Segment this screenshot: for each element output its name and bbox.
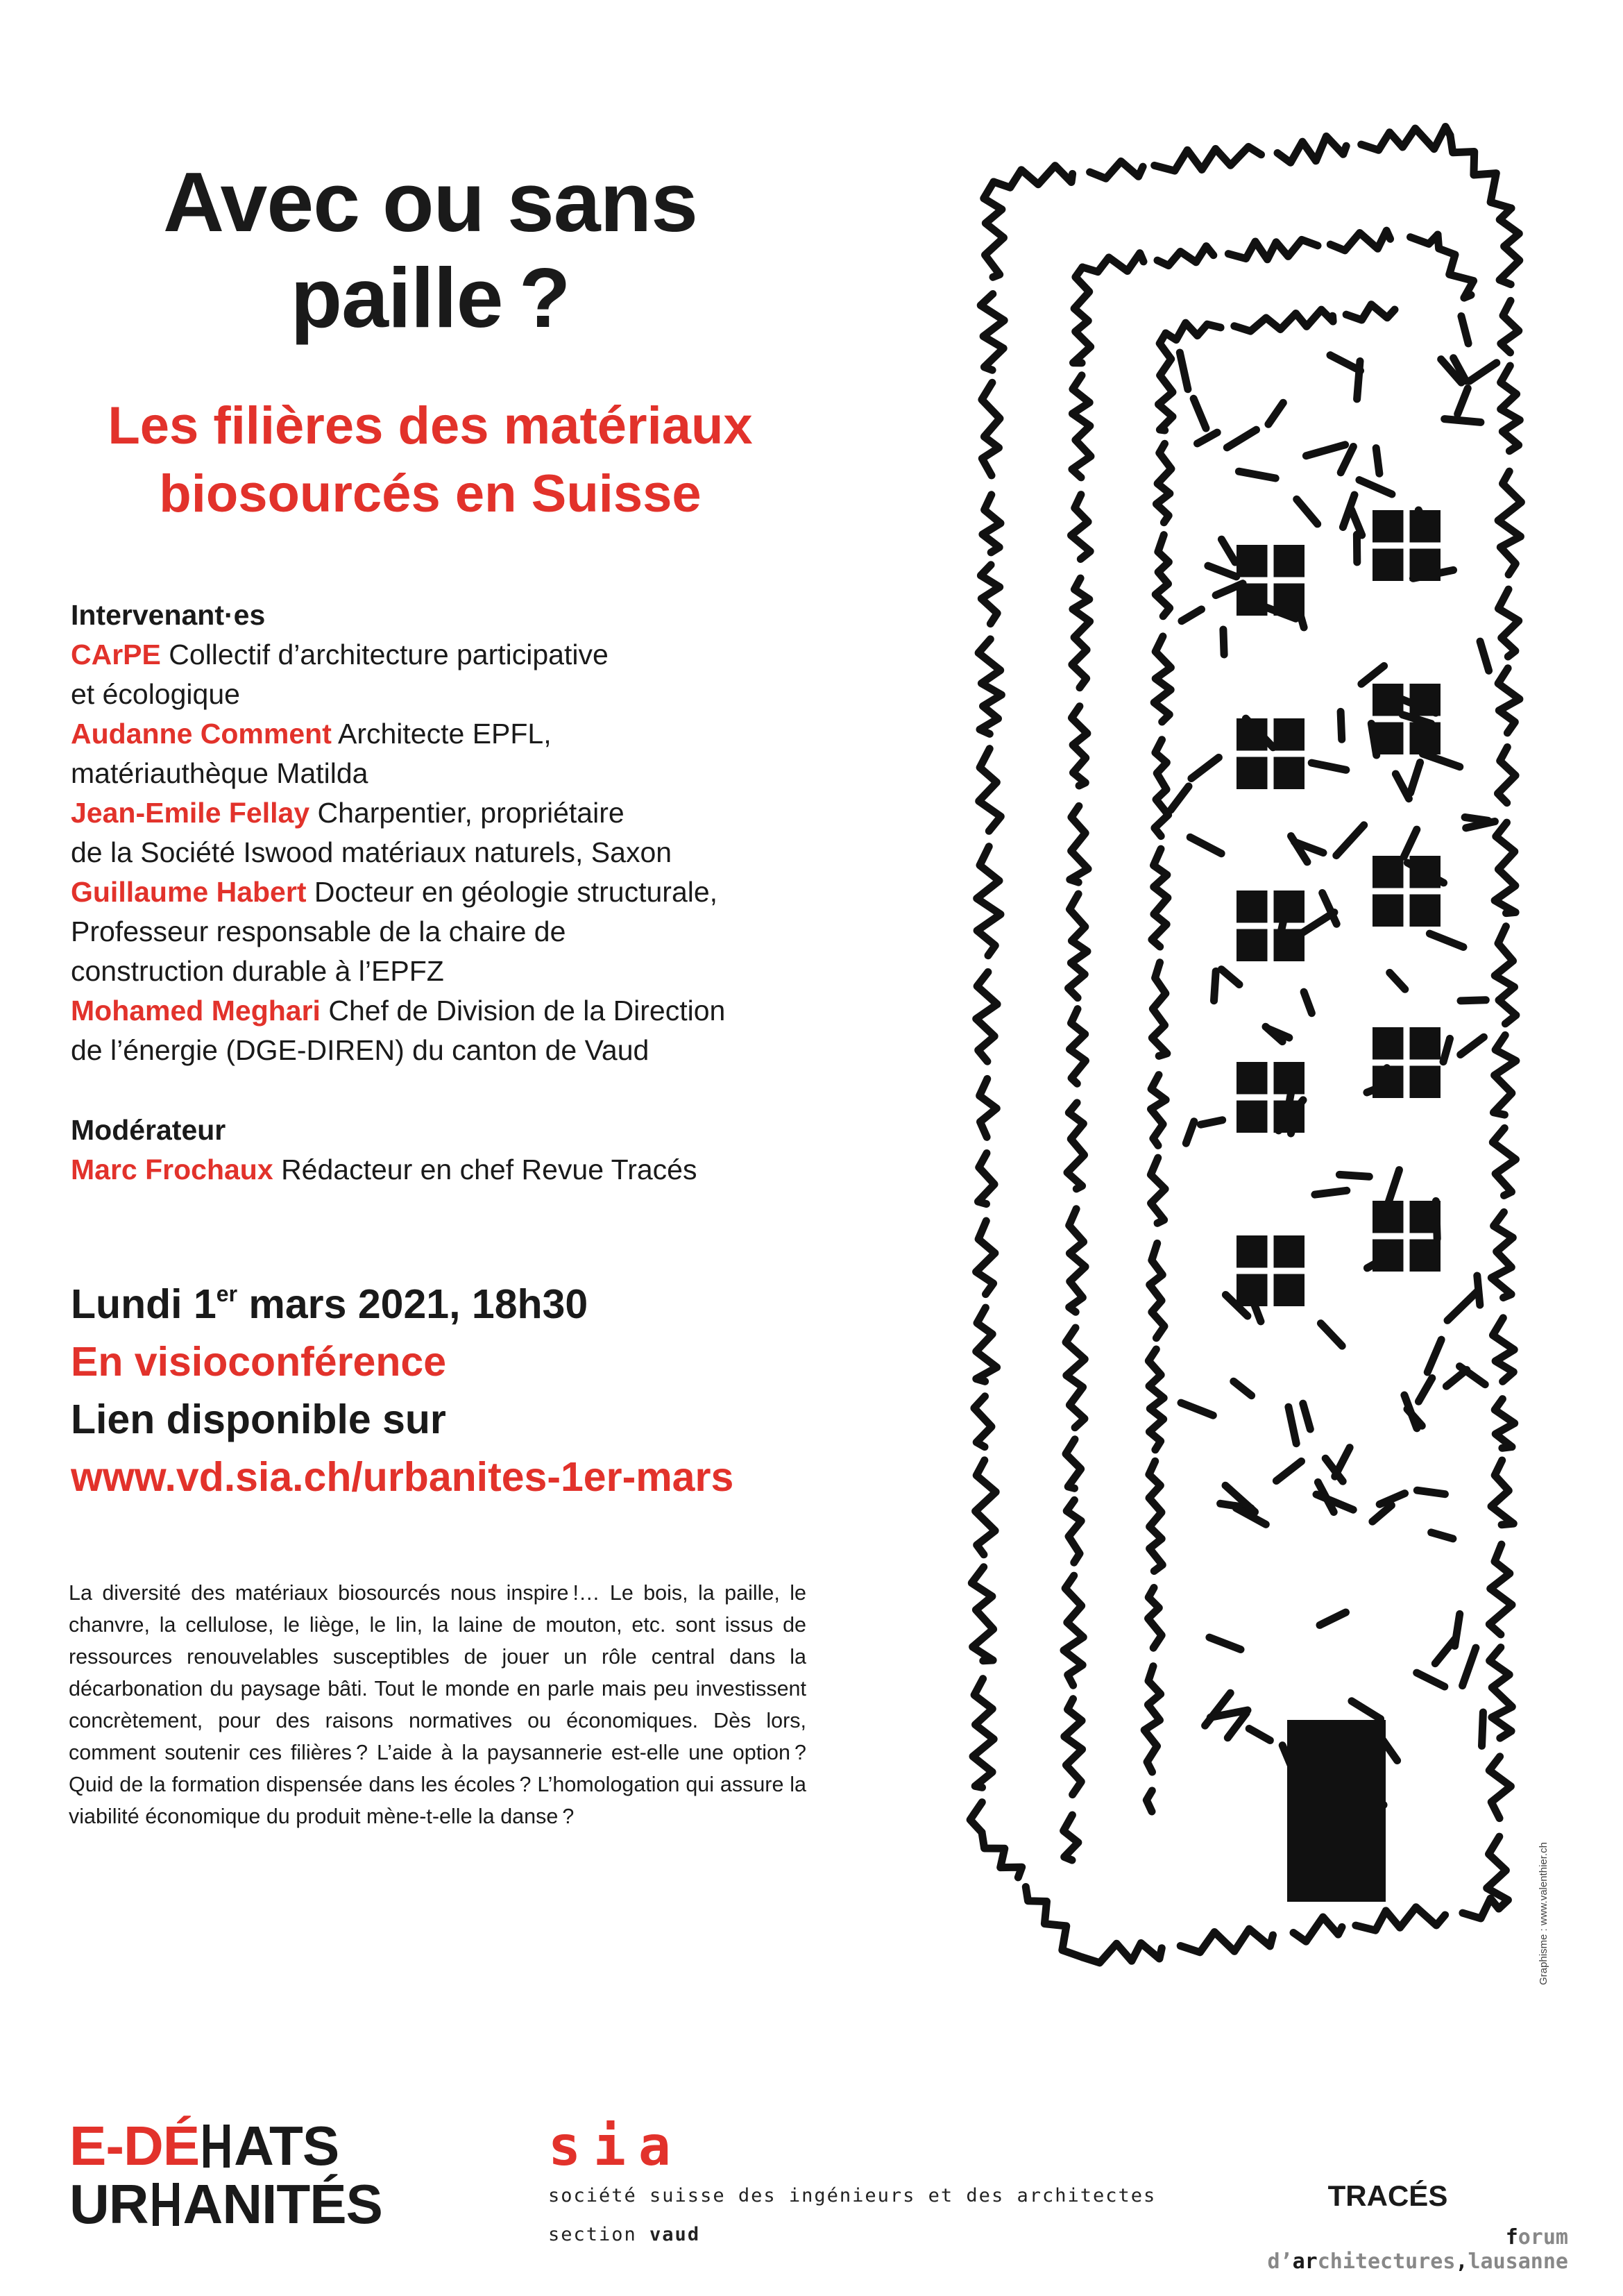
window-icon (1237, 890, 1305, 961)
speaker-item (71, 793, 827, 872)
speaker-name: CArPE (71, 639, 161, 670)
moderator-section (71, 1111, 827, 1190)
window-icon (1373, 510, 1441, 581)
subtitle-line-1: Les filières des matériaux (108, 396, 753, 455)
title-line-2: paille ? (290, 251, 570, 345)
speaker-name: Mohamed Meghari (71, 995, 321, 1027)
speaker-name: Audanne Comment (71, 718, 332, 750)
poster-title (62, 154, 798, 346)
traces-forum-logo (1207, 2179, 1568, 2274)
event-date: Lundi 1er mars 2021, 18h30 (71, 1281, 588, 1327)
description-text: La diversité des matériaux biosourcés nous inspire !… Le bois, la paille, le chanvre, la cellulose, le liège, le lin, la laine de mouton, etc. sont issus de ressources renouvelables susceptibles de jouer un rôle central dans la décarbonation du paysage bâti. Tout le monde en parle mais peu investissent concrètement, pour des raisons normatives ou économiques. Dès lors, comment soutenir ces filières ? L’aide à la paysannerie est-elle une option ? Quid de la formation dispensée dans les écoles ? L’homologation qui assure la viabilité économique du produit mène-t-elle la danse ? (69, 1581, 806, 1828)
event-url-link[interactable]: www.vd.sia.ch/urbanites-1er-mars (71, 1454, 734, 1500)
forum-architectures-wordmark: forum d’architectures,lausanne (1267, 2225, 1568, 2274)
speaker-item (71, 714, 827, 793)
subtitle-line-2: biosourcés en Suisse (159, 464, 702, 523)
speaker-item (71, 991, 827, 1070)
edebats-urbanites-logo: E-DÉ ATS UR ANITÉS (69, 2115, 382, 2235)
event-mode: En visioconférence (71, 1339, 447, 1385)
speaker-role: de la Société Iswood matériaux naturels, Saxon (71, 836, 672, 868)
poster-subtitle (62, 392, 798, 528)
moderator-name: Marc Frochaux (71, 1154, 273, 1185)
speaker-name: Guillaume Habert (71, 876, 307, 908)
speaker-role: Chef de Division de la Direction (328, 995, 726, 1027)
window-icon (1237, 718, 1305, 789)
speaker-role: Charpentier, propriétaire (317, 797, 624, 829)
speaker-role: et écologique (71, 678, 240, 710)
event-link-label: Lien disponible sur (71, 1396, 446, 1442)
moderator-heading: Modérateur (71, 1114, 226, 1146)
window-icon (1237, 1062, 1305, 1133)
moderator-role: Rédacteur en chef Revue Tracés (281, 1154, 697, 1185)
speaker-name: Jean-Emile Fellay (71, 797, 310, 829)
speakers-heading: Intervenant·es (71, 599, 266, 631)
speaker-role: Professeur responsable de la chaire de (71, 915, 566, 947)
traces-wordmark: TRACÉS (1327, 2179, 1448, 2212)
tower-door (1287, 1720, 1386, 1902)
window-icon (1373, 1027, 1441, 1098)
event-info (71, 1276, 869, 1506)
speakers-section (71, 596, 827, 1070)
speaker-role: matériauthèque Matilda (71, 757, 368, 789)
design-credit: Graphisme : www.valenthier.ch (1538, 1842, 1549, 1985)
speaker-item (71, 635, 827, 714)
speaker-role: de l’énergie (DGE-DIREN) du canton de Vaud (71, 1034, 649, 1066)
window-icon (1237, 1235, 1305, 1306)
sia-mark: sia (548, 2116, 683, 2178)
sia-name: société suisse des ingénieurs et des architectes (548, 2185, 1157, 2206)
speaker-role: Collectif d’architecture participative (169, 639, 609, 670)
title-line-1: Avec ou sans (162, 155, 698, 249)
sia-section: section vaud (548, 2224, 701, 2245)
speaker-role: construction durable à l’EPFZ (71, 955, 444, 987)
sia-logo (548, 2117, 1156, 2254)
speaker-role: Architecte EPFL, (338, 718, 552, 750)
window-icon (1373, 1201, 1441, 1272)
speaker-role: Docteur en géologie structurale, (314, 876, 718, 908)
speaker-item (71, 872, 827, 991)
